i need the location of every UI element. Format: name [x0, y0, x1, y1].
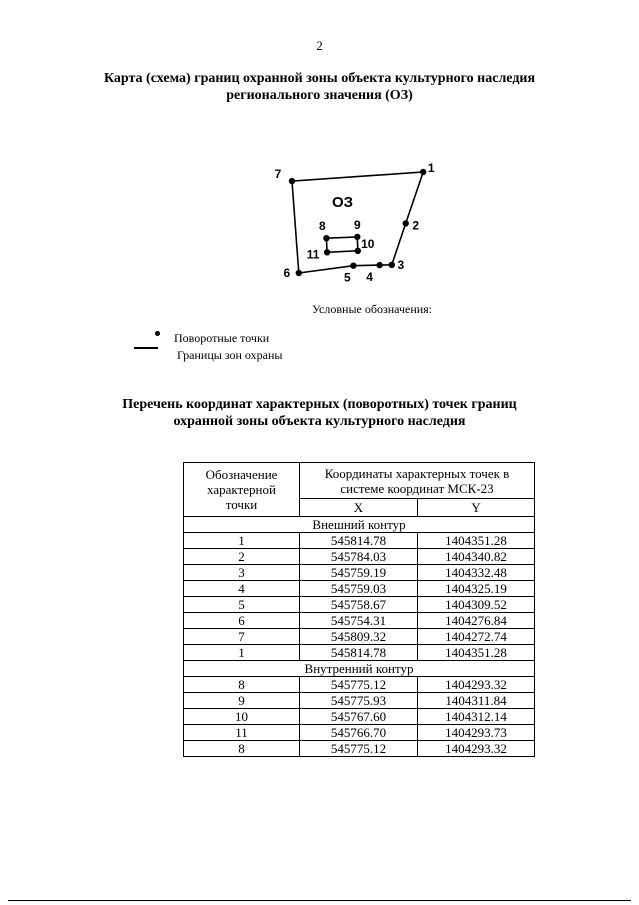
table-row: [184, 725, 535, 741]
point-id-cell: 3: [184, 565, 300, 581]
turning-point-marker: [354, 234, 360, 240]
page-title: [0, 70, 639, 104]
point-id-cell: 4: [184, 581, 300, 597]
turning-point-marker: [324, 249, 330, 255]
y-coordinate-cell: 1404311.84: [418, 693, 535, 709]
x-coordinate-cell: 545759.03: [300, 581, 418, 597]
point-id-cell: 7: [184, 629, 300, 645]
y-coordinate-cell: 1404351.28: [418, 645, 535, 661]
boundary-line-legend-icon: [134, 347, 158, 349]
bottom-rule: [8, 900, 631, 901]
x-coordinate-cell: 545809.32: [300, 629, 418, 645]
turning-point-label: 11: [306, 247, 320, 262]
y-column-header: Y: [418, 499, 535, 517]
turning-point-marker: [355, 248, 361, 254]
point-id-cell: 8: [184, 677, 300, 693]
turning-point-label: 9: [353, 217, 361, 232]
list-title-line-1: Перечень координат характерных (поворотных) точек границ: [122, 397, 517, 412]
page-title-line-1: Карта (схема) границ охранной зоны объекта культурного наследия: [103, 71, 536, 86]
coordinates-header-line: Координаты характерных точек в: [324, 465, 510, 481]
y-coordinate-cell: 1404332.48: [418, 565, 535, 581]
table-row: [184, 581, 535, 597]
table-row: [184, 549, 535, 565]
x-coordinate-cell: 545767.60: [300, 709, 418, 725]
turning-point-marker: [389, 262, 395, 268]
x-coordinate-cell: 545758.67: [300, 597, 418, 613]
legend-title: Условные обозначения:: [312, 302, 433, 316]
y-coordinate-cell: 1404312.14: [418, 709, 535, 725]
point-id-cell: 1: [184, 645, 300, 661]
y-coordinate-cell: 1404340.82: [418, 549, 535, 565]
section-name: Внутренний контур: [184, 661, 535, 677]
turning-point-label: 8: [319, 219, 326, 234]
turning-point-label: 10: [361, 236, 375, 251]
x-coordinate-cell: 545759.19: [300, 565, 418, 581]
turning-point-marker: [420, 169, 426, 175]
section-row: [184, 517, 535, 533]
table-row: [184, 629, 535, 645]
table-row: [184, 613, 535, 629]
coordinates-list-title: [0, 396, 639, 430]
turning-point-label: 5: [344, 270, 351, 285]
table-row: [184, 533, 535, 549]
coordinates-header: [300, 463, 535, 499]
y-coordinate-cell: 1404293.32: [418, 741, 535, 757]
turning-point-label: 2: [412, 218, 420, 233]
point-id-cell: 8: [184, 741, 300, 757]
turning-point-marker: [376, 262, 382, 268]
table-row: [184, 645, 535, 661]
list-title-line-2: охранной зоны объекта культурного наследия: [173, 414, 466, 429]
point-header-line: точки: [225, 497, 258, 512]
table-row: [184, 693, 535, 709]
coordinates-table: [183, 462, 535, 757]
x-coordinate-cell: 545775.12: [300, 741, 418, 757]
turning-point-label: 4: [366, 270, 373, 285]
turning-point-legend-icon: [155, 331, 160, 336]
point-designation-header: [184, 463, 300, 517]
y-coordinate-cell: 1404351.28: [418, 533, 535, 549]
turning-point-label: 1: [427, 161, 435, 175]
table-row: [184, 709, 535, 725]
turning-point-label: 7: [274, 167, 282, 182]
point-header-line: характерной: [207, 482, 276, 497]
section-row: [184, 661, 535, 677]
legend-item-turning-points: Поворотные точки: [174, 331, 270, 345]
zone-label: ОЗ: [332, 194, 354, 211]
point-header-line: Обозначение: [205, 467, 278, 482]
point-id-cell: 2: [184, 549, 300, 565]
y-coordinate-cell: 1404309.52: [418, 597, 535, 613]
y-coordinate-cell: 1404325.19: [418, 581, 535, 597]
point-id-cell: 6: [184, 613, 300, 629]
turning-point-marker: [350, 263, 356, 269]
inner-contour: [326, 237, 357, 252]
point-id-cell: 5: [184, 597, 300, 613]
x-coordinate-cell: 545775.12: [300, 677, 418, 693]
x-coordinate-cell: 545766.70: [300, 725, 418, 741]
point-id-cell: 1: [184, 533, 300, 549]
y-coordinate-cell: 1404293.73: [418, 725, 535, 741]
turning-point-marker: [289, 178, 295, 184]
y-coordinate-cell: 1404272.74: [418, 629, 535, 645]
zone-scheme-map: [270, 150, 460, 295]
x-coordinate-cell: 545814.78: [300, 533, 418, 549]
x-coordinate-cell: 545754.31: [300, 613, 418, 629]
point-id-cell: 11: [184, 725, 300, 741]
legend-item-boundaries: Границы зон охраны: [177, 348, 283, 362]
table-header-row: [184, 463, 535, 499]
turning-point-marker: [403, 220, 409, 226]
turning-point-label: 6: [283, 266, 291, 280]
table-row: [184, 565, 535, 581]
table-row: [184, 677, 535, 693]
y-coordinate-cell: 1404276.84: [418, 613, 535, 629]
turning-point-label: 3: [397, 257, 405, 272]
x-coordinate-cell: 545784.03: [300, 549, 418, 565]
table-row: [184, 597, 535, 613]
section-name: Внешний контур: [184, 517, 535, 533]
x-column-header: X: [300, 499, 418, 517]
page-number: 2: [316, 38, 323, 53]
turning-point-marker: [323, 235, 329, 241]
turning-point-marker: [296, 270, 302, 276]
page-title-line-2: регионального значения (ОЗ): [226, 88, 413, 103]
x-coordinate-cell: 545814.78: [300, 645, 418, 661]
point-id-cell: 10: [184, 709, 300, 725]
point-id-cell: 9: [184, 693, 300, 709]
x-coordinate-cell: 545775.93: [300, 693, 418, 709]
table-row: [184, 741, 535, 757]
coordinates-header-line: системе координат МСК-23: [340, 480, 494, 496]
y-coordinate-cell: 1404293.32: [418, 677, 535, 693]
